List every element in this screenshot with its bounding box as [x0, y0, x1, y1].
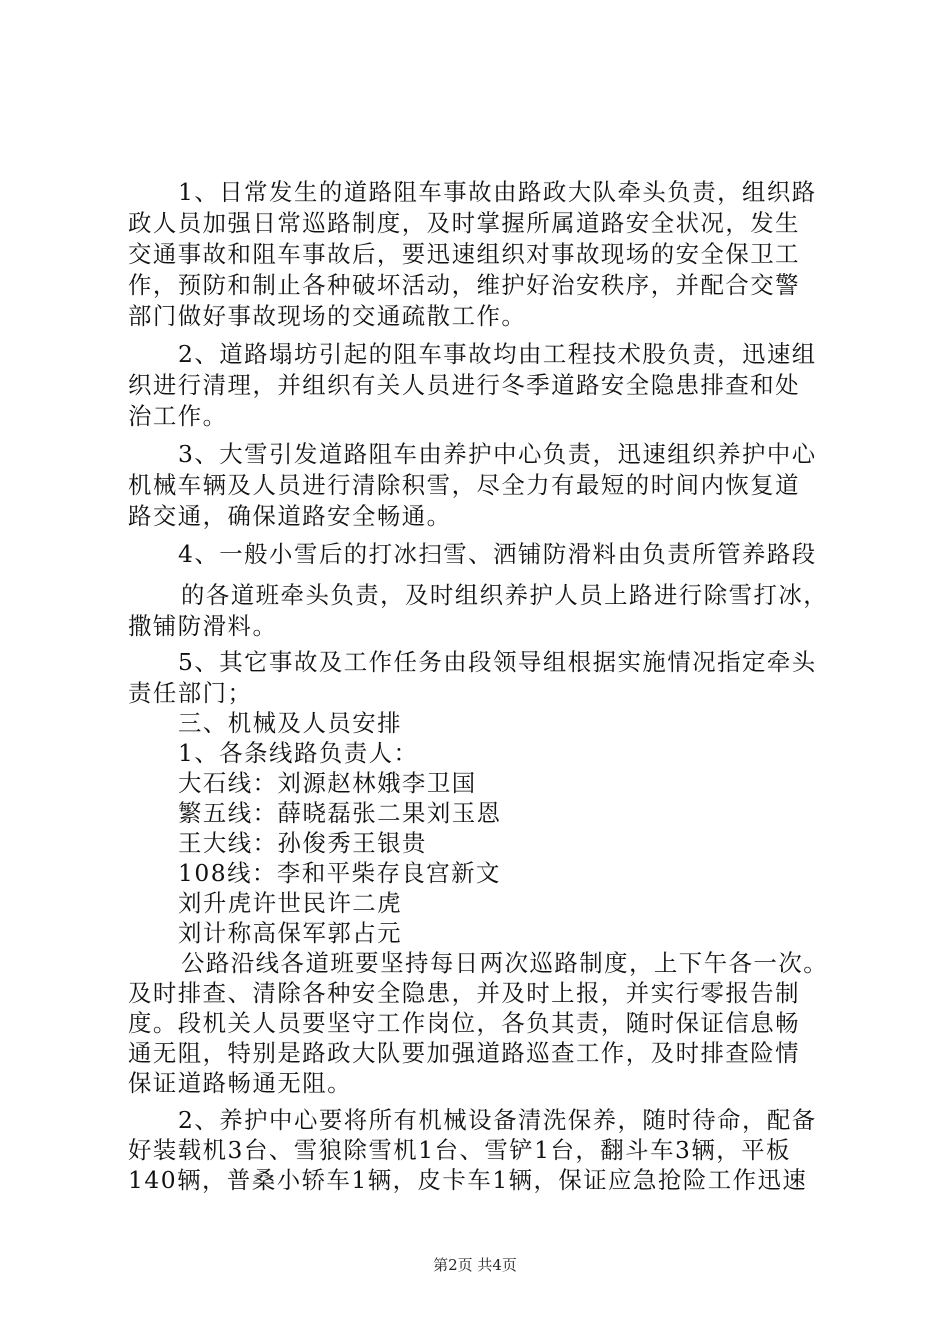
text-line: 度。段机关人员要坚守工作岗位，各负其责，随时保证信息畅 — [128, 1009, 801, 1037]
text-line: 刘升虎许世民许二虎 — [178, 889, 403, 917]
text-line: 大石线：刘源赵林娥李卫国 — [178, 769, 477, 797]
text-line: 1、日常发生的道路阻车事故由路政大队牵头负责，组织路 — [178, 178, 817, 206]
text-line: 1、各条线路负责人： — [178, 739, 419, 767]
text-line: 2、养护中心要将所有机械设备清洗保养，随时待命，配备 — [178, 1106, 817, 1134]
text-line: 140辆，普桑小轿车1辆，皮卡车1辆，保证应急抢险工作迅速 — [128, 1166, 808, 1194]
text-line: 2、道路塌坊引起的阻车事故均由工程技术股负责，迅速组 — [178, 340, 817, 368]
page-number-footer: 第2页 共4页 — [433, 1256, 517, 1274]
text-line: 4、一般小雪后的打冰扫雪、洒铺防滑料由负责所管养路段 — [178, 540, 817, 568]
text-line: 撒铺防滑料。 — [128, 612, 278, 640]
text-line: 好装载机3台、雪狼除雪机1台、雪铲1台，翻斗车3辆，平板 — [128, 1136, 791, 1164]
text-line: 治工作。 — [128, 402, 228, 430]
text-line: 责任部门； — [128, 679, 253, 707]
text-line: 繁五线：薛晓磊张二果刘玉恩 — [178, 799, 502, 827]
text-line: 保证道路畅通无阻。 — [128, 1069, 353, 1097]
text-line: 及时排查、清除各种安全隐患，并及时上报，并实行零报告制 — [128, 979, 801, 1007]
text-line: 部门做好事故现场的交通疏散工作。 — [128, 302, 527, 330]
text-line: 织进行清理，并组织有关人员进行冬季道路安全隐患排查和处 — [128, 371, 801, 399]
text-line: 公路沿线各道班要坚持每日两次巡路制度，上下午各一次。 — [181, 949, 829, 977]
text-line: 的各道班牵头负责，及时组织养护人员上路进行除雪打冰， — [181, 581, 829, 609]
text-line: 通无阻，特别是路政大队要加强道路巡查工作，及时排查险情 — [128, 1039, 801, 1067]
text-line: 交通事故和阻车事故后，要迅速组织对事故现场的安全保卫工 — [128, 240, 801, 268]
text-line: 路交通，确保道路安全畅通。 — [128, 502, 452, 530]
text-line: 王大线：孙俊秀王银贵 — [178, 829, 427, 857]
text-line: 刘计称高保军郭占元 — [178, 919, 403, 947]
section-heading: 三、机械及人员安排 — [178, 709, 403, 737]
text-line: 作，预防和制止各种破坏活动，维护好治安秩序，并配合交警 — [128, 271, 801, 299]
text-line: 5、其它事故及工作任务由段领导组根据实施情况指定牵头 — [178, 648, 817, 676]
text-line: 机械车辆及人员进行清除积雪，尽全力有最短的时间内恢复道 — [128, 471, 801, 499]
text-line: 政人员加强日常巡路制度，及时掌握所属道路安全状况，发生 — [128, 209, 801, 237]
text-line: 3、大雪引发道路阻车由养护中心负责，迅速组织养护中心 — [178, 440, 817, 468]
text-line: 108线：李和平柴存良宫新文 — [178, 859, 501, 887]
